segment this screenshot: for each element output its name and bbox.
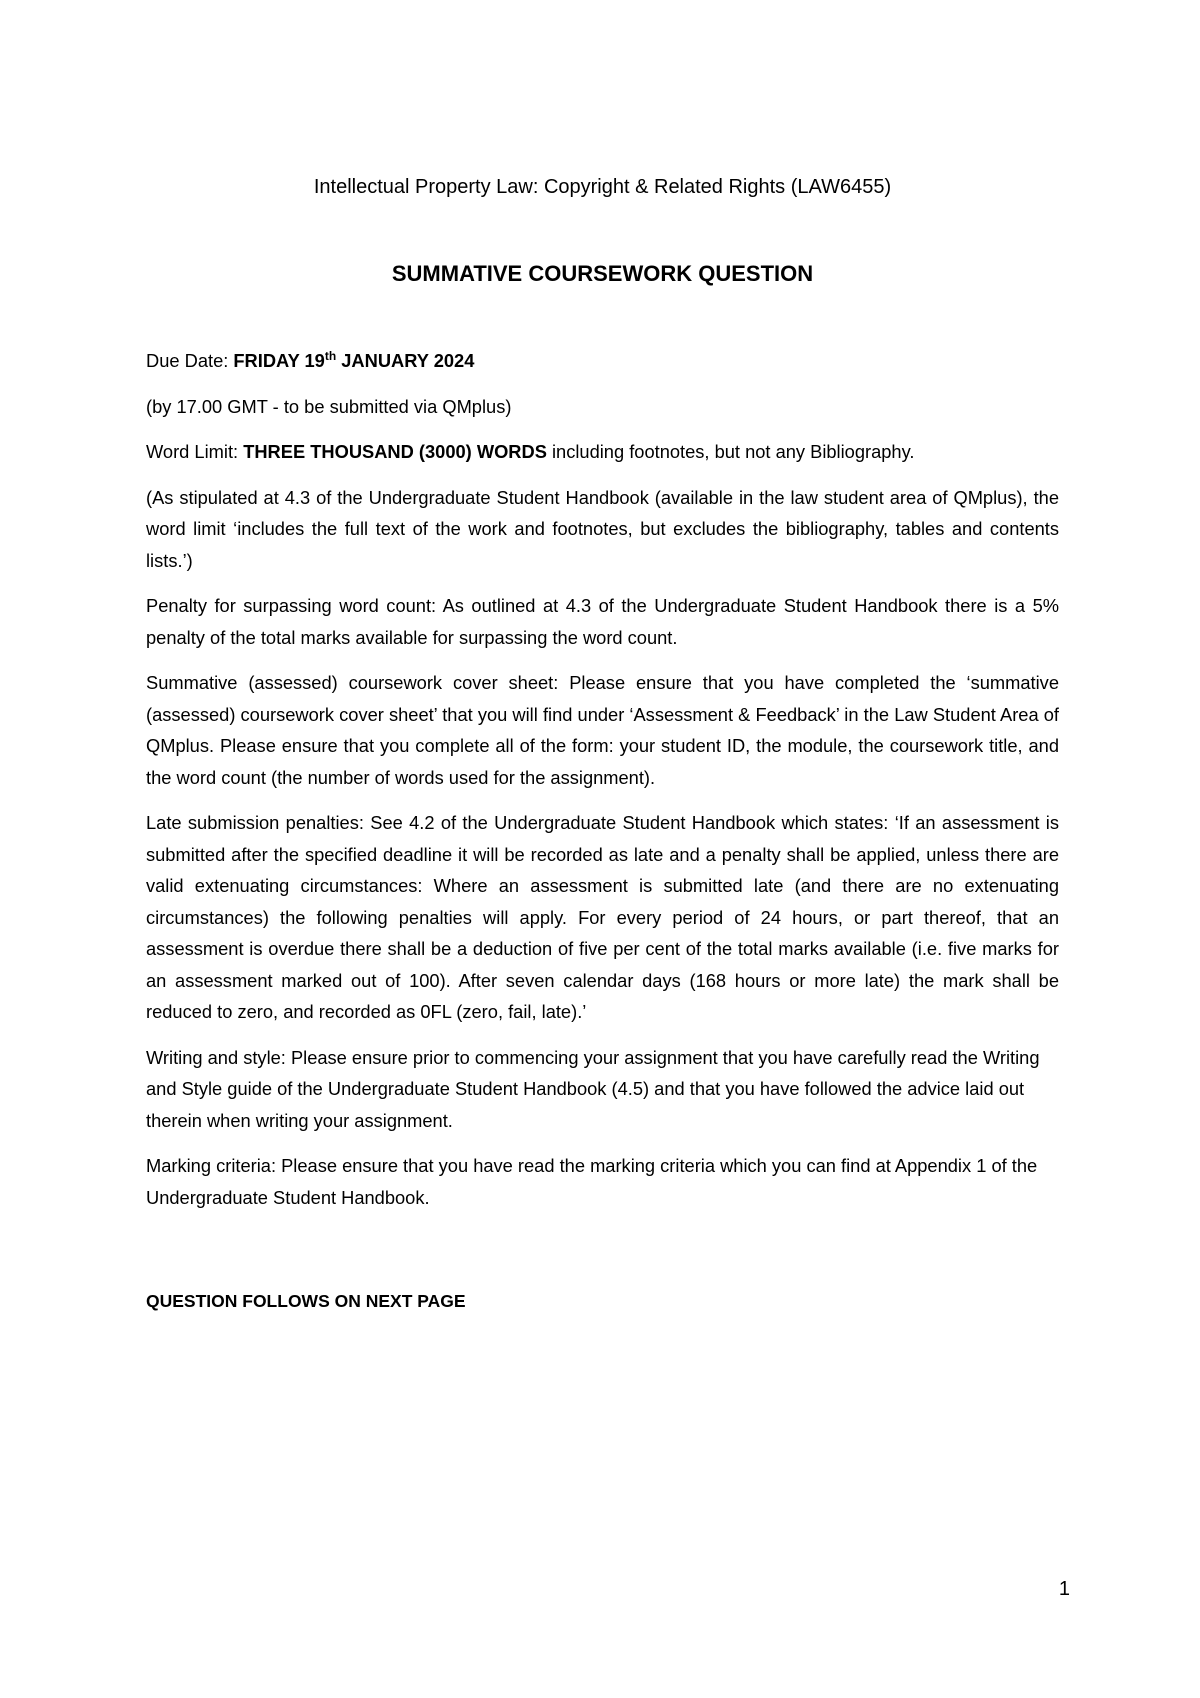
word-limit-rest: including footnotes, but not any Bibliography. [546,441,915,462]
due-date-month-year: JANUARY 2024 [336,350,475,371]
submission-note: (by 17.00 GMT - to be submitted via QMplus) [146,395,512,417]
word-limit-value: THREE THOUSAND (3000) WORDS [243,441,547,462]
due-date-day: FRIDAY 19 [233,350,325,371]
question-follows-notice: QUESTION FOLLOWS ON NEXT PAGE [146,1291,466,1311]
marking-criteria-paragraph: Marking criteria: Please ensure that you have read the marking criteria which you can find at Appendix 1 of the Undergraduate Student Handbook. [146,1155,1038,1208]
word-limit-label: Word Limit: [146,441,244,462]
late-submission-paragraph: Late submission penalties: See 4.2 of the Undergraduate Student Handbook which states: ‘If an assessment is submitted after the specified deadline it will be recorded as late and a penalty shall be applied, unless there are valid extenuating circumstances: Where an assessment is submitted late (and there are no extenuating circumstances) the following penalties will apply. For every period of 24 hours, or part thereof, that an assessment is overdue there shall be a deduction of five per cent of the total marks available (i.e. five marks for an assessment marked out of 100). After seven calendar days (168 hours or more late) the mark shall be reduced to zero, and recorded as 0FL (zero, fail, late).’ [146,812,1059,1022]
module-title: Intellectual Property Law: Copyright & Related Rights (LAW6455) [313,176,892,198]
page-number: 1 [1058,1578,1070,1600]
due-date-line [146,345,1059,377]
due-date-ordinal: th [324,348,337,363]
word-limit-line [146,436,1059,468]
writing-style-paragraph: Writing and style: Please ensure prior to commencing your assignment that you have carefully read the Writing and Style guide of the Undergraduate Student Handbook (4.5) and that you have followed the advice laid out therein when writing your assignment. [146,1046,1040,1131]
document-heading: SUMMATIVE COURSEWORK QUESTION [391,261,814,286]
penalty-paragraph: Penalty for surpassing word count: As outlined at 4.3 of the Undergraduate Student Handbook there is a 5% penalty of the total marks available for surpassing the word count. [146,595,1059,648]
page-content [146,172,1059,1318]
cover-sheet-paragraph: Summative (assessed) coursework cover sheet: Please ensure that you have completed the ‘summative (assessed) coursework cover sheet’ that you will find under ‘Assessment & Feedback’ in the Law Student Area of QMplus. Please ensure that you complete all of the form: your student ID, the module, the coursework title, and the word count (the number of words used for the assignment). [146,672,1059,788]
handbook-note-paragraph: (As stipulated at 4.3 of the Undergraduate Student Handbook (available in the law student area of QMplus), the word limit ‘includes the full text of the work and footnotes, but excludes the bibliography, tables and contents lists.’) [146,486,1059,571]
due-date-label: Due Date: [146,350,234,371]
